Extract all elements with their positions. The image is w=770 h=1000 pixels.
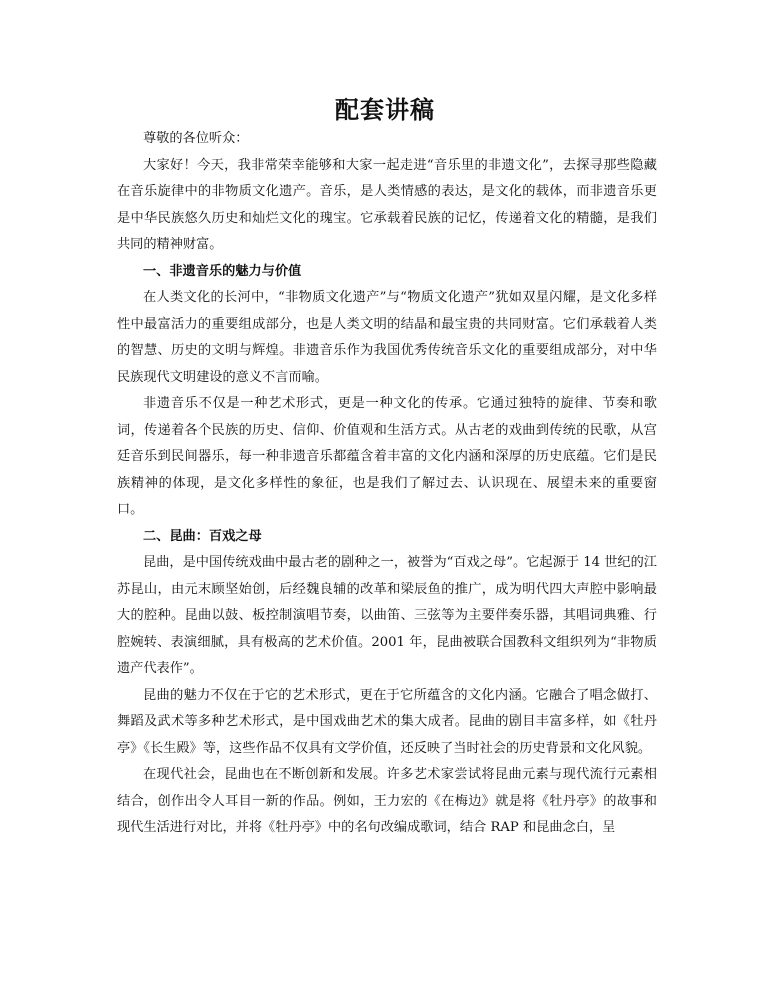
section1-paragraph-1: 在人类文化的长河中，“非物质文化遗产”与“物质文化遗产”犹如双星闪耀，是文化多样性中最富活力的重要组成部分，也是人类文明的结晶和最宝贵的共同财富。它们承载着人类的智慧、历史的文明与辉煌。非遗音乐作为我国优秀传统音乐文化的重要组成部分，对中华民族现代文明建设的意义不言而喻。	[117, 290, 657, 385]
salutation: 尊敬的各位听众：	[143, 131, 249, 146]
page-title: 配套讲稿	[335, 95, 435, 124]
document-body	[117, 126, 657, 842]
section1-paragraph-2: 非遗音乐不仅是一种艺术形式，更是一种文化的传承。它通过独特的旋律、节奏和歌词，传递着各个民族的历史、信仰、价值观和生活方式。从古老的戏曲到传统的民歌，从宫廷音乐到民间器乐，每一种非遗音乐都蕴含着丰富的文化内涵和深厚的历史底蕴。它们是民族精神的体现，是文化多样性的象征，也是我们了解过去、认识现在、展望未来的重要窗口。	[117, 396, 657, 517]
section2-paragraph-2: 昆曲的魅力不仅在于它的艺术形式，更在于它所蕴含的文化内涵。它融合了唱念做打、舞蹈及武术等多种艺术形式，是中国戏曲艺术的集大成者。昆曲的剧目丰富多样，如《牡丹亭》《长生殿》等，这些作品不仅具有文学价值，还反映了当时社会的历史背景和文化风貌。	[117, 687, 657, 756]
section-heading-2: 二、昆曲：百戏之母	[143, 528, 262, 544]
section2-paragraph-1: 昆曲，是中国传统戏曲中最古老的剧种之一，被誉为“百戏之母”。它起源于 14 世纪的江苏昆山，由元末顾坚始创，后经魏良辅的改革和梁辰鱼的推广，成为明代四大声腔中影响最大的腔种。昆曲以鼓、板控制演唱节奏，以曲笛、三弦等为主要伴奏乐器，其唱词典雅、行腔婉转、表演细腻，具有极高的艺术价值。2001 年，昆曲被联合国教科文组织列为“非物质遗产代表作”。	[117, 555, 657, 676]
section2-paragraph-3: 在现代社会，昆曲也在不断创新和发展。许多艺术家尝试将昆曲元素与现代流行元素相结合，创作出令人耳目一新的作品。例如，王力宏的《在梅边》就是将《牡丹亭》的故事和现代生活进行对比，并将《牡丹亭》中的名句改编成歌词，结合 RAP 和昆曲念白，呈	[117, 767, 657, 835]
section-heading-1: 一、非遗音乐的魅力与价值	[143, 263, 302, 279]
intro-paragraph: 大家好！今天，我非常荣幸能够和大家一起走进“音乐里的非遗文化”，去探寻那些隐藏在音乐旋律中的非物质文化遗产。音乐，是人类情感的表达，是文化的载体，而非遗音乐更是中华民族悠久历史和灿烂文化的瑰宝。它承载着民族的记忆，传递着文化的精髓，是我们共同的精神财富。	[117, 157, 657, 252]
